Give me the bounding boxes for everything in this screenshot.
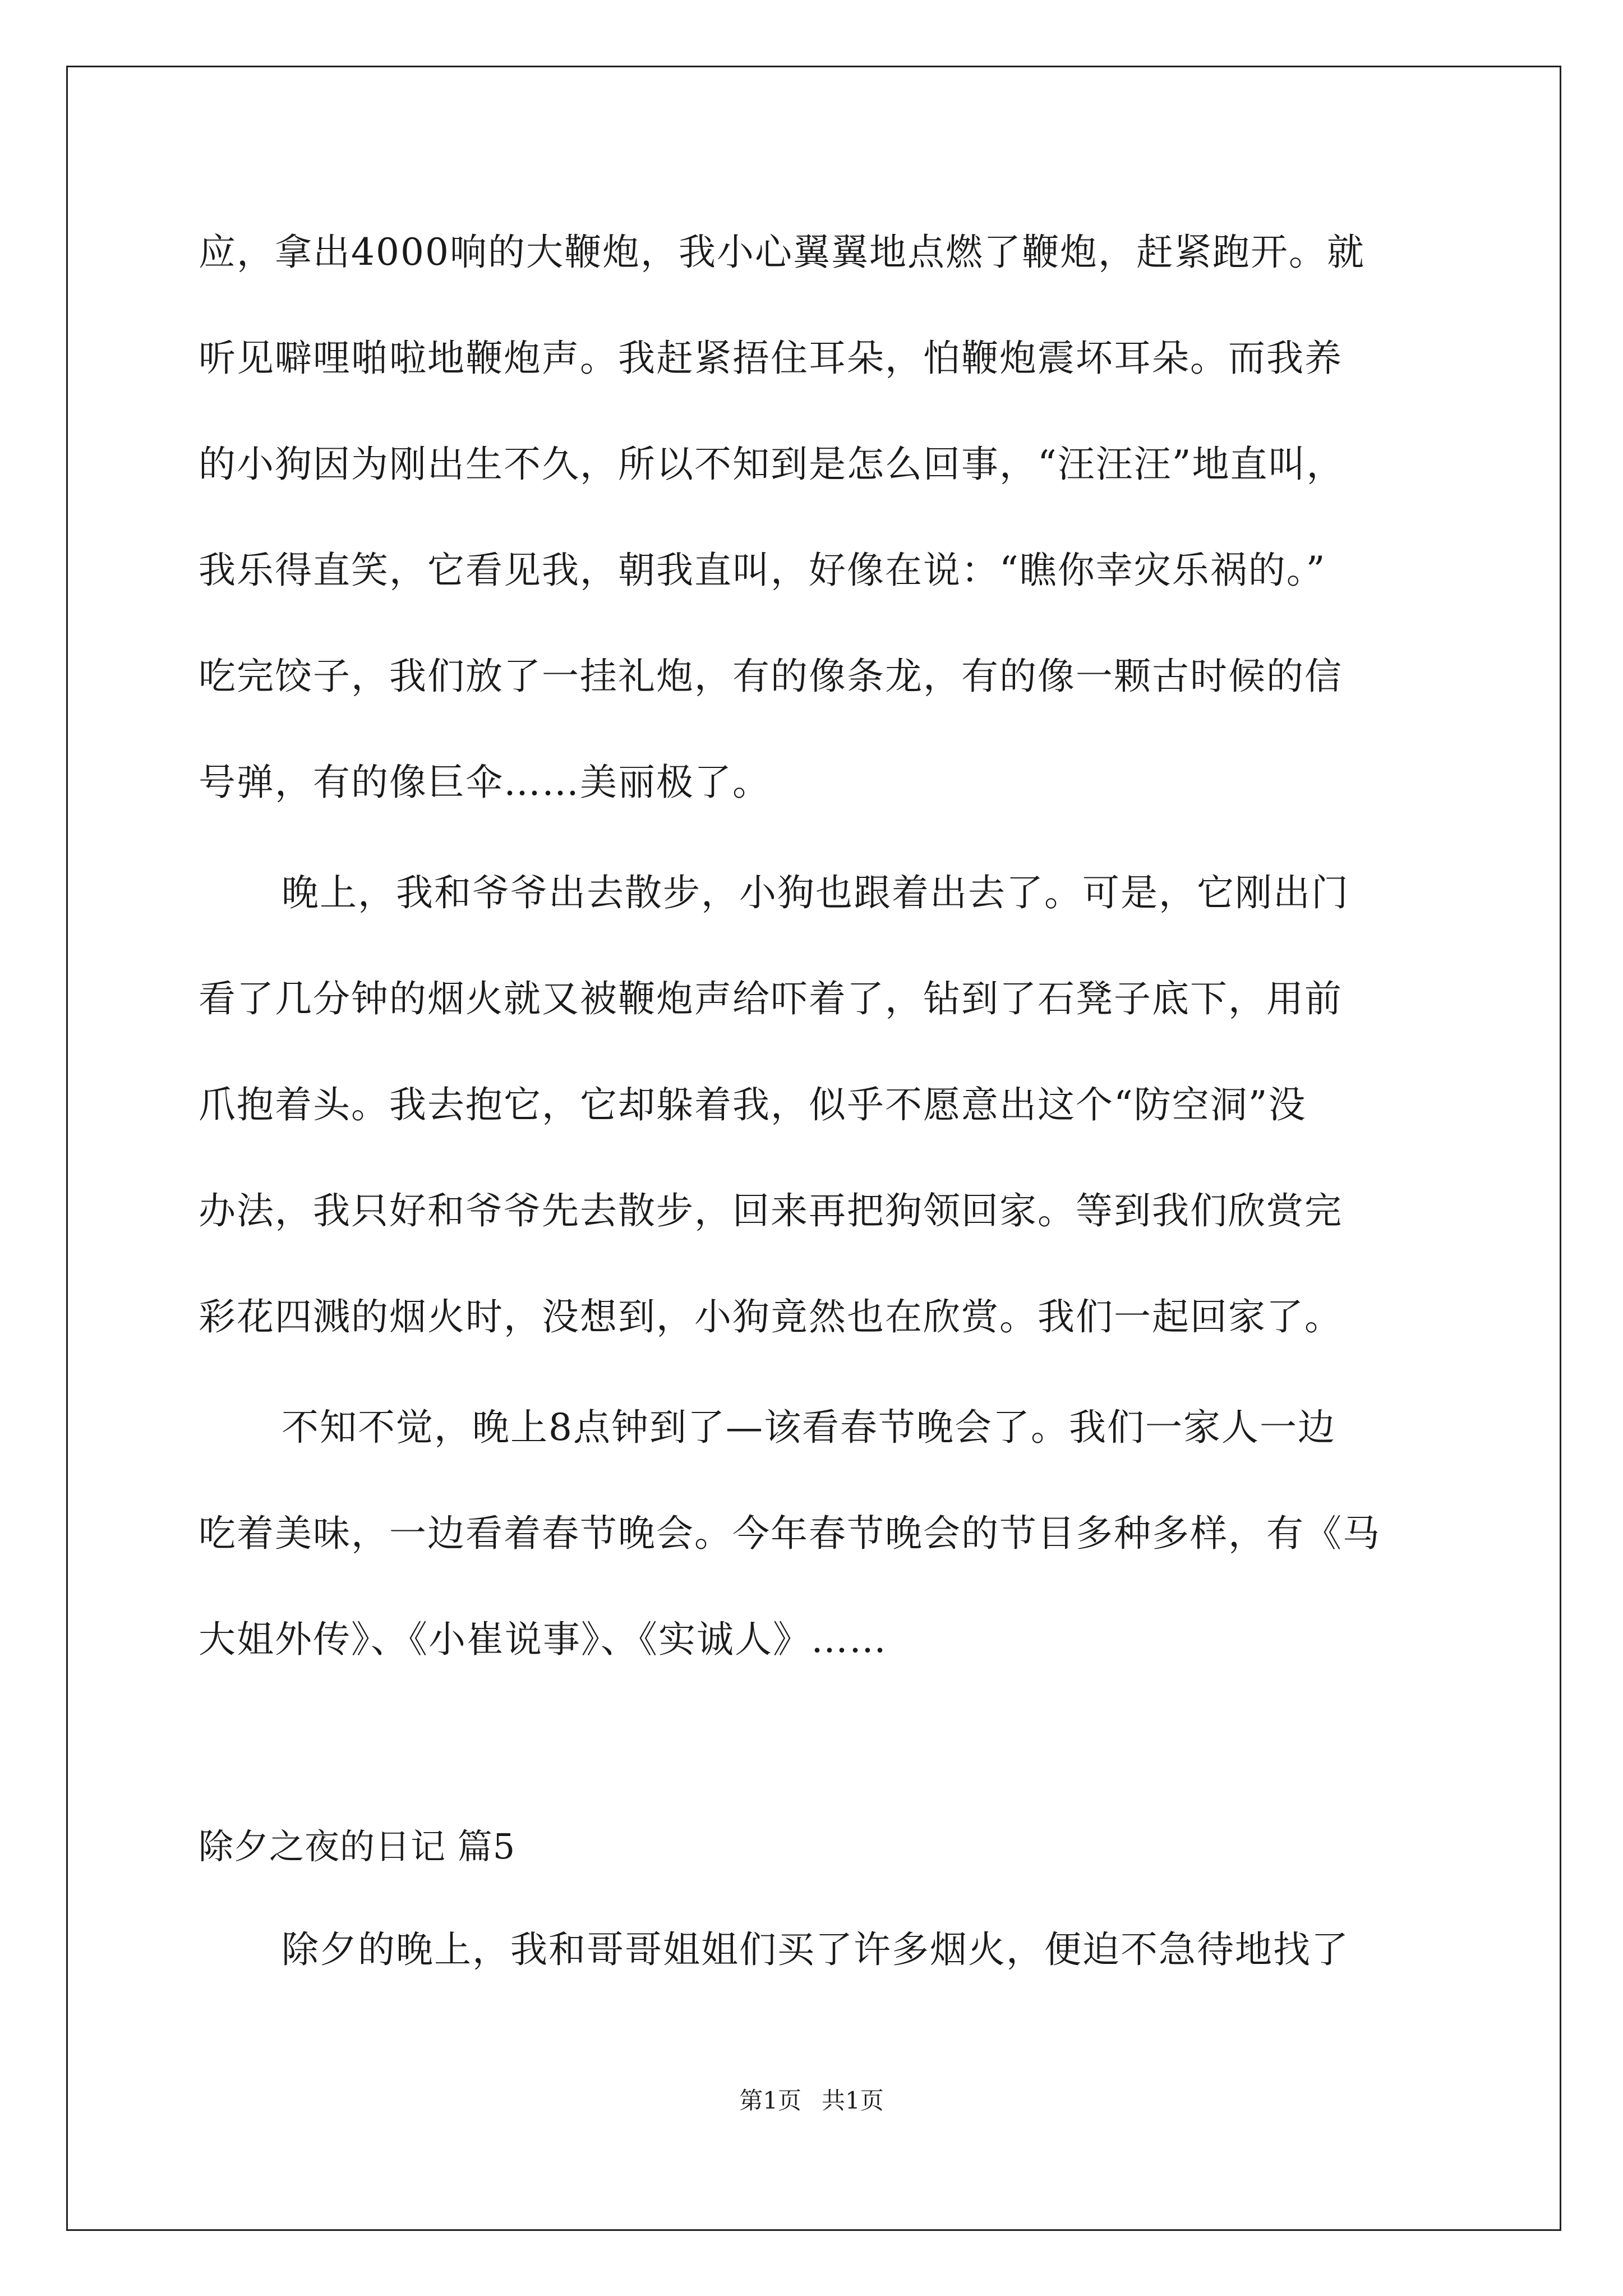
paragraph-1-line-1: 应，拿出4000响的大鞭炮，我小心翼翼地点燃了鞭炮，赶紧跑开。就 — [199, 231, 1365, 274]
paragraph-2-line-5: 彩花四溅的烟火时，没想到，小狗竟然也在欣赏。我们一起回家了。 — [199, 1295, 1343, 1338]
paragraph-1-line-5: 吃完饺子，我们放了一挂礼炮，有的像条龙，有的像一颗古时候的信 — [199, 655, 1343, 698]
page-number-label: 第1页 — [739, 2087, 801, 2114]
paragraph-1-line-4: 我乐得直笑，它看见我，朝我直叫，好像在说：“瞧你幸灾乐祸的。” — [199, 549, 1326, 592]
paragraph-2-line-3: 爪抱着头。我去抱它，它却躲着我，似乎不愿意出这个“防空洞”没 — [199, 1083, 1307, 1126]
page-footer — [0, 2085, 1623, 2116]
paragraph-1-line-2: 听见噼哩啪啦地鞭炮声。我赶紧捂住耳朵，怕鞭炮震坏耳朵。而我养 — [199, 337, 1343, 380]
paragraph-4-line-1: 除夕的晚上，我和哥哥姐姐们买了许多烟火，便迫不急待地找了 — [282, 1928, 1349, 1971]
paragraph-3-line-3: 大姐外传》、《小崔说事》、《实诚人》…… — [199, 1618, 887, 1661]
paragraph-1-line-3: 的小狗因为刚出生不久，所以不知到是怎么回事，“汪汪汪”地直叫， — [199, 443, 1345, 486]
section-heading: 除夕之夜的日记 篇5 — [199, 1826, 516, 1867]
paragraph-3-line-1: 不知不觉，晚上8点钟到了—该看春节晚会了。我们一家人一边 — [282, 1406, 1336, 1449]
paragraph-2-line-2: 看了几分钟的烟火就又被鞭炮声给吓着了，钻到了石凳子底下，用前 — [199, 977, 1343, 1020]
paragraph-2-line-4: 办法，我只好和爷爷先去散步，回来再把狗领回家。等到我们欣赏完 — [199, 1189, 1343, 1232]
page-border — [66, 66, 1561, 2231]
paragraph-2-line-1: 晚上，我和爷爷出去散步，小狗也跟着出去了。可是，它刚出门 — [282, 871, 1349, 914]
paragraph-1-line-6: 号弹，有的像巨伞……美丽极了。 — [199, 761, 771, 804]
paragraph-3-line-2: 吃着美味，一边看着春节晚会。今年春节晚会的节目多种多样，有《马 — [199, 1512, 1381, 1555]
page-total-label: 共1页 — [822, 2087, 884, 2114]
